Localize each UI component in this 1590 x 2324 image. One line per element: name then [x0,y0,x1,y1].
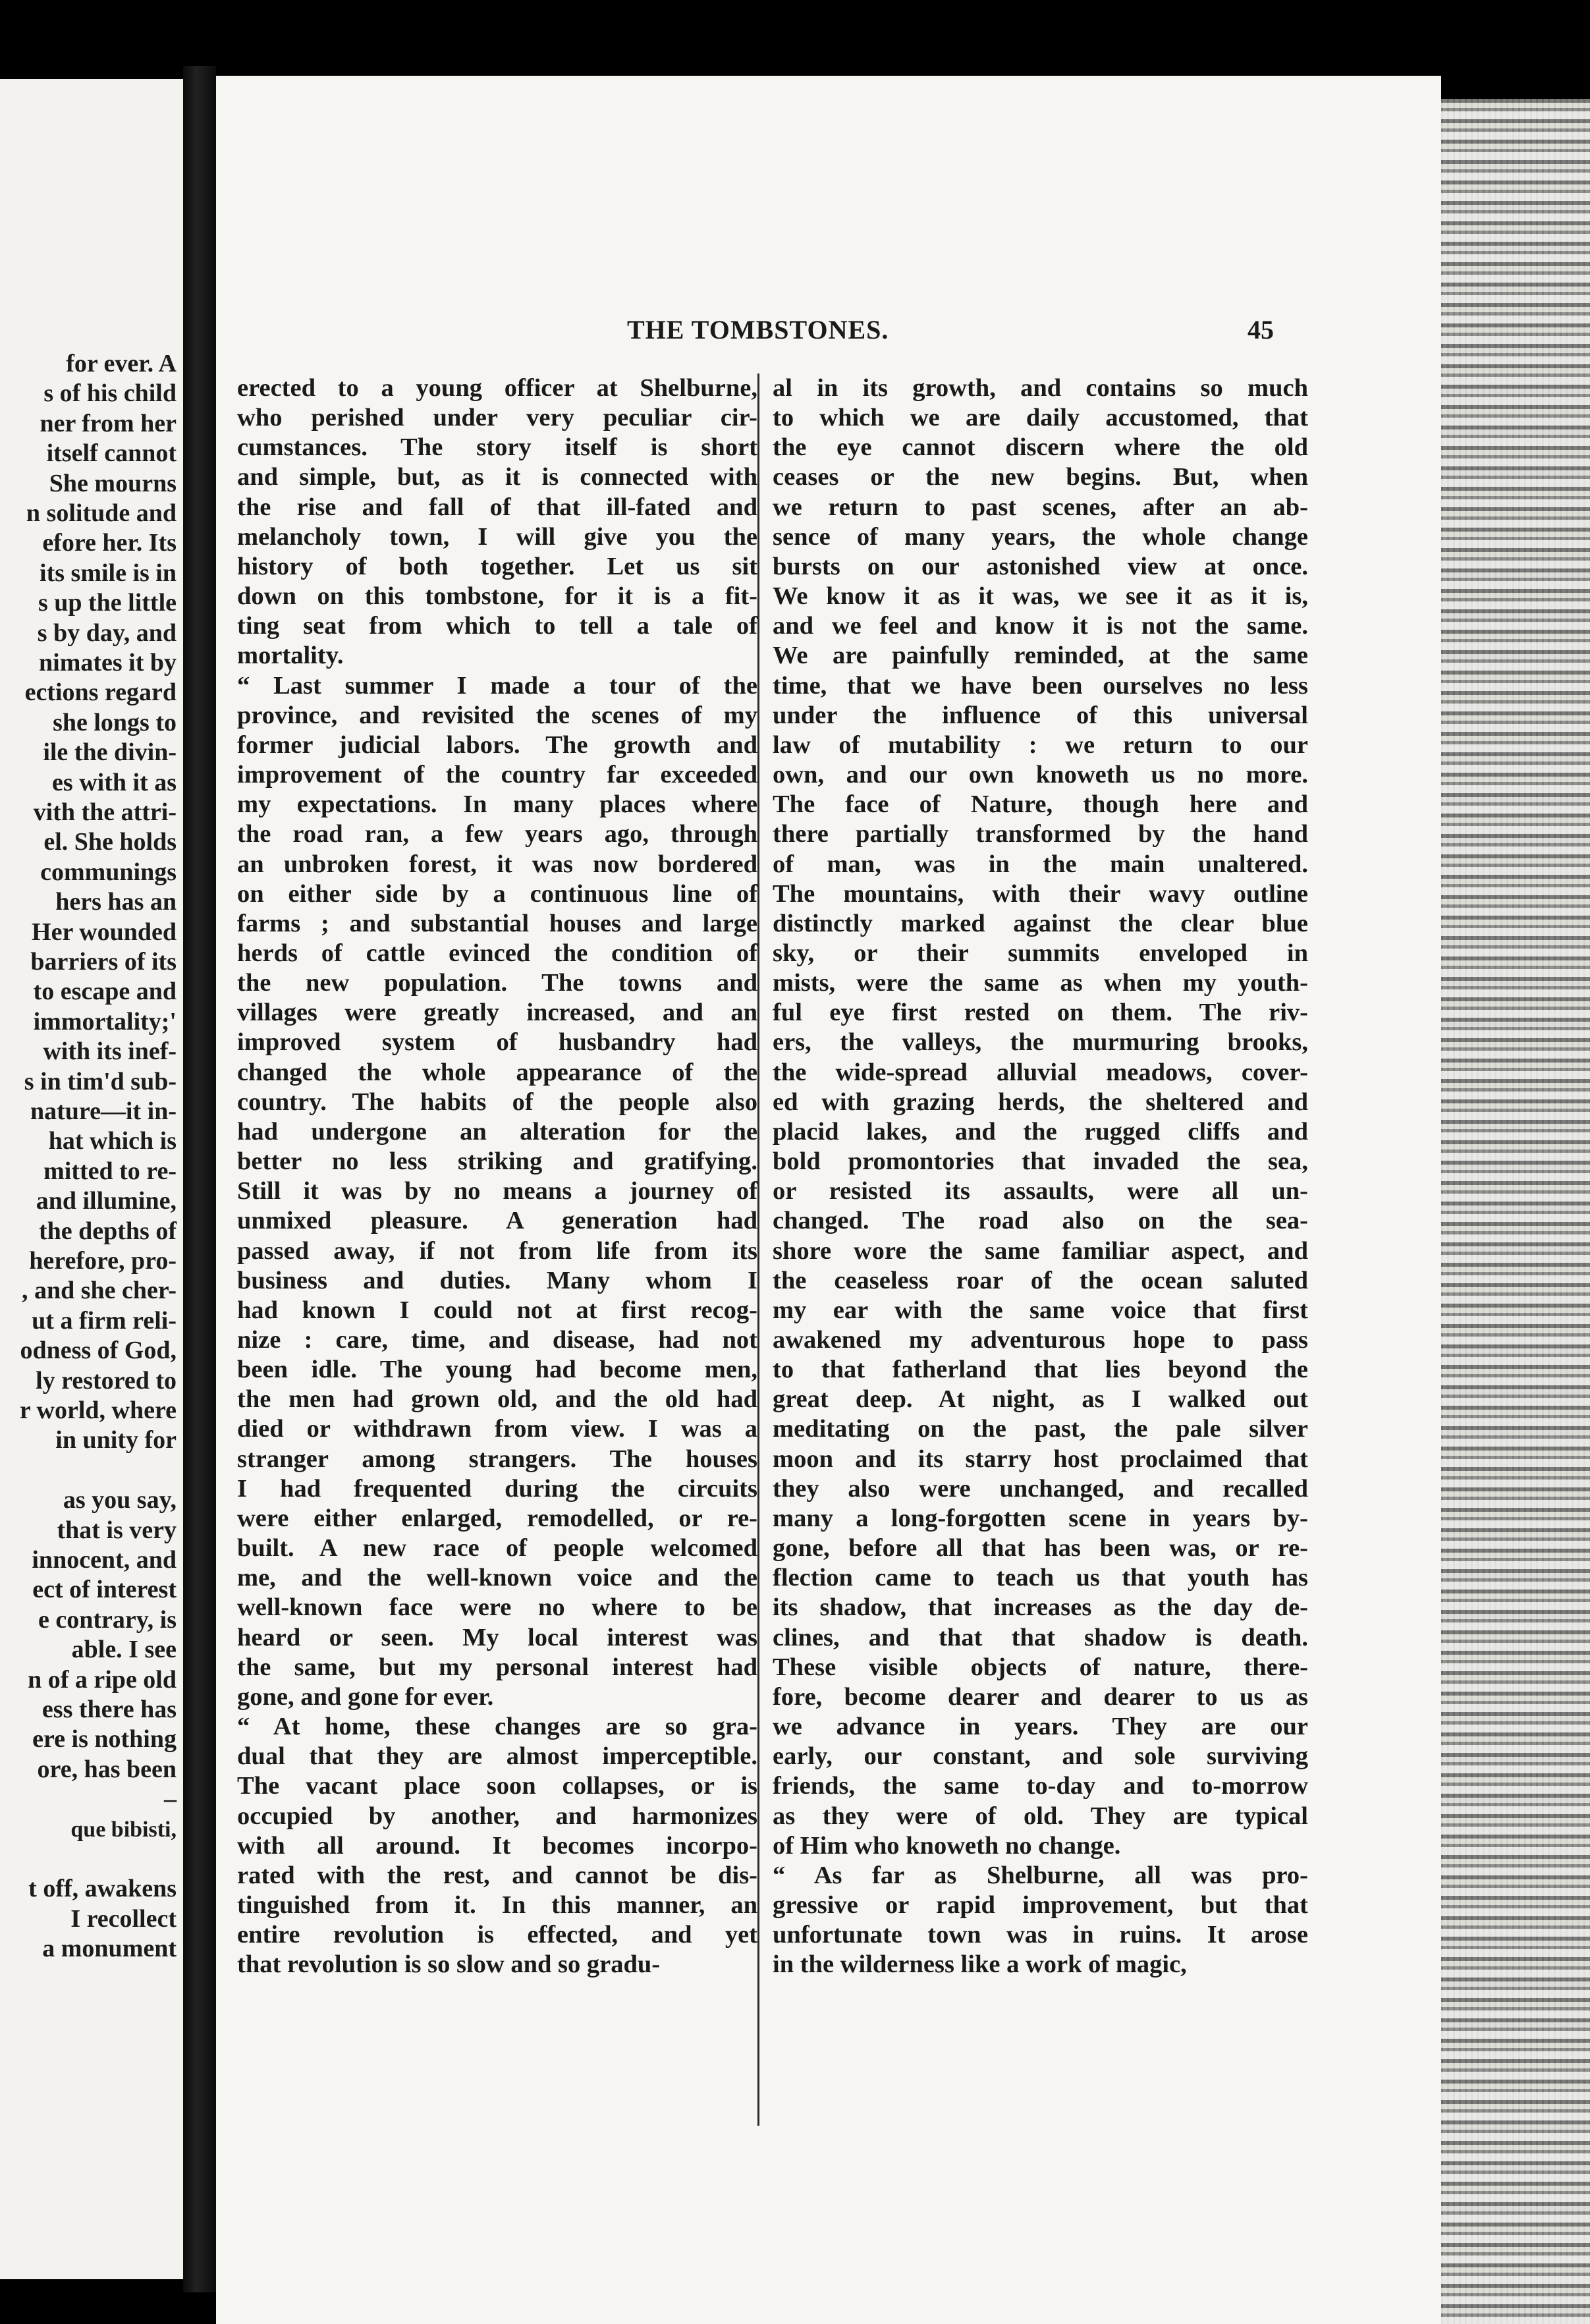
fragment-line: that is very [57,1516,177,1544]
text-line: my expectations. In many places where [237,790,757,819]
fragment-line: que bibisti, [70,1817,177,1842]
text-line: Still it was by no means a journey of [237,1177,757,1205]
text-line: former judicial labors. The growth and [237,731,757,759]
fragment-line: el. She holds [43,828,177,856]
text-line: died or withdrawn from view. I was a [237,1415,757,1443]
fragment-line: She mourns [49,469,177,497]
text-line: al in its growth, and contains so much [773,374,1308,402]
text-line: the ceaseless roar of the ocean saluted [773,1266,1308,1294]
fragment-line: vith the attri- [33,798,177,826]
text-line: sky, or their summits enveloped in [773,939,1308,967]
text-line: nize : care, time, and disease, had not [237,1326,757,1354]
fragment-line: s in tim'd sub- [24,1067,177,1095]
text-line: The vacant place soon collapses, or is [237,1772,757,1800]
text-line: sence of many years, the whole change [773,522,1308,551]
text-line: great deep. At night, as I walked out [773,1385,1308,1414]
text-line: ers, the valleys, the murmuring brooks, [773,1028,1308,1057]
text-line: bursts on our astonished view at once. [773,552,1308,580]
text-line: The mountains, with their wavy outline [773,879,1308,908]
text-line: better no less striking and gratifying. [237,1148,757,1176]
fragment-line: e contrary, is [38,1605,177,1634]
text-line: tinguished from it. In this manner, an [237,1891,757,1919]
fragment-line: barriers of its [30,948,177,976]
fragment-line: ut a firm reli- [32,1306,177,1335]
fragment-line: hat which is [48,1127,177,1155]
text-line: gone, and gone for ever. [237,1682,494,1711]
fragment-line: r world, where [19,1397,177,1424]
text-line: farms ; and substantial houses and large [237,909,757,937]
text-line: gressive or rapid improvement, but that [773,1891,1308,1919]
text-line: cumstances. The story itself is short [237,433,757,462]
fragment-line: as you say, [63,1486,177,1514]
text-line: country. The habits of the people also [237,1088,757,1116]
text-line: changed. The road also on the sea- [773,1207,1308,1235]
fragment-line: Her wounded [32,918,177,946]
text-line: of Him who knoweth no change. [773,1831,1121,1860]
fragment-line: n solitude and [26,499,177,527]
text-line: own, and our own knoweth us no more. [773,761,1308,789]
text-line: moon and its starry host proclaimed that [773,1445,1308,1473]
text-line: built. A new race of people welcomed [237,1534,757,1563]
text-line: who perished under very peculiar cir- [237,404,757,432]
fragment-line: to escape and [33,978,177,1006]
text-line: “ As far as Shelburne, all was pro- [773,1861,1308,1889]
page-header [216,314,1441,354]
text-line: ed with grazing herds, the sheltered and [773,1088,1308,1116]
text-line: “ Last summer I made a tour of the [237,671,757,700]
text-line: the rise and fall of that ill-fated and [237,493,757,521]
text-line: meditating on the past, the pale silver [773,1415,1308,1443]
text-line: mists, were the same as when my youth- [773,969,1308,997]
text-line: early, our constant, and sole surviving [773,1742,1308,1771]
text-line: had undergone an alteration for the [237,1117,757,1146]
text-line: to which we are daily accustomed, that [773,404,1308,432]
fragment-line: ess there has [41,1696,177,1723]
text-line: its shadow, that increases as the day de- [773,1593,1308,1622]
text-line: ceases or the new begins. But, when [773,463,1308,491]
text-line: flection came to teach us that youth has [773,1564,1308,1592]
fragment-line: innocent, and [32,1546,177,1574]
text-line: The face of Nature, though here and [773,790,1308,819]
book-gutter [183,66,216,2292]
text-line: dual that they are almost imperceptible. [237,1742,757,1771]
fragment-line: I recollect [70,1904,177,1933]
fragment-line: , and she cher- [21,1277,177,1305]
text-line: the new population. The towns and [237,969,757,997]
text-line: improvement of the country far exceeded [237,761,757,789]
fragment-line: ect of interest [32,1576,177,1604]
page-edges [1441,99,1590,2324]
fragment-line: – [164,1785,177,1813]
fragment-line: she longs to [53,708,177,736]
fragment-line: s up the little [38,589,177,617]
text-line: changed the whole appearance of the [237,1058,757,1086]
text-column-left [237,374,757,1979]
text-line: the wide-spread alluvial meadows, cover- [773,1058,1308,1086]
text-line: law of mutability : we return to our [773,731,1308,759]
text-line: of man, was in the main unaltered. [773,850,1308,878]
text-line: gone, before all that has been was, or re- [773,1534,1308,1563]
text-column-right [757,374,1308,2126]
text-line: heard or seen. My local interest was [237,1623,757,1651]
text-line: an unbroken forest, it was now bordered [237,850,757,878]
text-line: me, and the well-known voice and the [237,1564,757,1592]
text-line: villages were greatly increased, and an [237,999,757,1027]
text-line: We are painfully reminded, at the same [773,642,1308,670]
fragment-line: efore her. Its [42,529,177,557]
fragment-line: communings [40,858,177,886]
fragment-line: ections regard [24,678,177,707]
text-line: rated with the rest, and cannot be dis- [237,1861,757,1889]
text-line: there partially transformed by the hand [773,820,1308,848]
running-title: THE TOMBSTONES. [627,315,889,345]
fragment-line: with its inef- [43,1038,177,1066]
text-line: history of both together. Let us sit [237,552,757,580]
fragment-line: ly restored to [36,1366,177,1395]
text-line: or resisted its assaults, were all un- [773,1177,1308,1205]
fragment-line: the depths of [38,1217,177,1245]
fragment-line: ere is nothing [32,1725,177,1754]
text-line: stranger among strangers. The houses [237,1445,757,1473]
book-page [216,76,1441,2324]
text-line: friends, the same to-day and to-morrow [773,1772,1308,1800]
fragment-line: nimates it by [39,649,177,677]
fragment-line: and illumine, [36,1187,177,1215]
text-line: placid lakes, and the rugged cliffs and [773,1117,1308,1146]
text-line: bold promontories that invaded the sea, [773,1148,1308,1176]
text-line: ting seat from which to tell a tale of [237,612,757,640]
text-line: province, and revisited the scenes of my [237,701,757,729]
fragment-line: in unity for [55,1426,177,1454]
text-line: and we feel and know it is not the same. [773,612,1308,640]
text-line: These visible objects of nature, there- [773,1653,1308,1681]
text-line: “ At home, these changes are so gra- [237,1713,757,1741]
text-line: fore, become dearer and dearer to us as [773,1682,1308,1711]
fragment-line: for ever. A [66,350,177,377]
text-line: they also were unchanged, and recalled [773,1474,1308,1503]
text-line: to that fatherland that lies beyond the [773,1356,1308,1384]
text-line: my ear with the same voice that first [773,1296,1308,1324]
text-line: awakened my adventurous hope to pass [773,1326,1308,1354]
text-line: many a long-forgotten scene in years by- [773,1504,1308,1532]
text-line: entire revolution is effected, and yet [237,1921,757,1949]
text-line: down on this tombstone, for it is a fit- [237,582,757,611]
text-line: the eye cannot discern where the old [773,433,1308,462]
text-line: we return to past scenes, after an ab- [773,493,1308,521]
fragment-line: s of his child [43,379,177,408]
text-line: I had frequented during the circuits [237,1474,757,1503]
fragment-line: its smile is in [40,559,177,587]
text-line: under the influence of this universal [773,701,1308,729]
text-line: We know it as it was, we see it as it is, [773,582,1308,611]
text-line: shore wore the same familiar aspect, and [773,1236,1308,1265]
fragment-line: hers has an [55,888,177,916]
text-line: improved system of husbandry had [237,1028,757,1057]
fragment-line: t off, awakens [28,1875,177,1903]
fragment-line: immortality;' [33,1007,177,1036]
fragment-line: nature—it in- [30,1097,177,1125]
text-line: well-known face were no where to be [237,1593,757,1622]
text-line: that revolution is so slow and so gradu- [237,1950,661,1979]
text-line: melancholy town, I will give you the [237,522,757,551]
fragment-line: n of a ripe old [28,1665,177,1694]
text-line: mortality. [237,642,344,670]
page-number: 45 [1247,315,1274,345]
text-line: the men had grown old, and the old had [237,1385,757,1414]
text-line: the same, but my personal interest had [237,1653,757,1681]
fragment-line: ner from her [40,409,177,437]
text-line: on either side by a continuous line of [237,879,757,908]
text-line: had known I could not at first recog- [237,1296,757,1324]
text-line: with all around. It becomes incorpo- [237,1831,757,1860]
text-line: been idle. The young had become men, [237,1356,757,1384]
text-line: as they were of old. They are typical [773,1802,1308,1830]
text-line: in the wilderness like a work of magic, [773,1950,1187,1979]
text-line: clines, and that that shadow is death. [773,1623,1308,1651]
fragment-line: herefore, pro- [29,1247,177,1275]
text-line: erected to a young officer at Shelburne, [237,374,757,402]
fragment-line: itself cannot [46,439,177,468]
text-line: herds of cattle evinced the condition of [237,939,757,967]
text-line: we advance in years. They are our [773,1713,1308,1741]
fragment-line: ore, has been [37,1755,177,1783]
text-line: were either enlarged, remodelled, or re- [237,1504,757,1532]
text-line: ful eye first rested on them. The riv- [773,999,1308,1027]
text-line: time, that we have been ourselves no less [773,671,1308,700]
fragment-line: es with it as [52,768,177,796]
fragment-line: ile the divin- [43,738,177,767]
text-line: passed away, if not from life from its [237,1236,757,1265]
text-line: and simple, but, as it is connected with [237,463,757,491]
text-line: unfortunate town was in ruins. It arose [773,1921,1308,1949]
text-line: the road ran, a few years ago, through [237,820,757,848]
text-line: business and duties. Many whom I [237,1266,757,1294]
text-line: distinctly marked against the clear blue [773,909,1308,937]
text-line: unmixed pleasure. A generation had [237,1207,757,1235]
fragment-line: a monument [42,1935,177,1963]
fragment-line: able. I see [71,1636,177,1664]
text-line: occupied by another, and harmonizes [237,1802,757,1830]
fragment-line: s by day, and [37,619,177,647]
facing-page-fragment [0,79,183,2279]
fragment-line: mitted to re- [43,1157,177,1185]
fragment-line: odness of God, [20,1337,177,1365]
